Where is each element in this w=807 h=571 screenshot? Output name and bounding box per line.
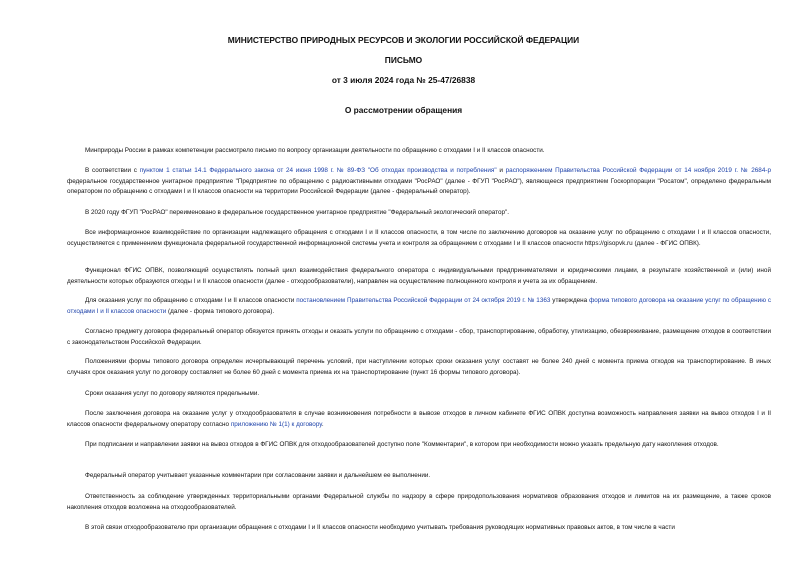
paragraph-10 — [67, 409, 771, 430]
contract-form-link[interactable]: форма типового договора на оказание услуг по обращению с отходами I и II классов опасности — [67, 297, 772, 315]
paragraph-11: При подписании и направлении заявки на вывоз отходов в ФГИС ОПВК для отходообразователей доступно поле "Комментарии", в котором при необходимости можно указать предельную дату накопления отходов. — [85, 441, 719, 448]
paragraph-9: Сроки оказания услуг по договору являются предельными. — [85, 390, 260, 397]
document-date-number: от 3 июля 2024 года № 25-47/26838 — [331, 75, 476, 85]
paragraph-14: В этой связи отходообразователю при организации обращения с отходами I и II классов опасности необходимо учитывать требования руководящих нормативных правовых актов, в том числе в части — [85, 524, 675, 531]
paragraph-6-text: (далее - форма типового договора). — [166, 307, 275, 315]
paragraph-7: Согласно предмету договора федеральный оператор обязуется принять отходы и оказать услуги по обращению с отходами - сбор, транспортирование, обработку, утилизацию, обезвреживание, размещение отходов в соответствии с законодательством Российской Федерации. — [67, 328, 771, 346]
paragraph-13: Ответственность за соблюдение утвержденных территориальными органами Федеральной службы по надзору в сфере природопользования нормативов образования отходов и лимитов на их размещение, а также сроков накопления отходов возложена на отходообразователей. — [67, 493, 771, 511]
paragraph-1: Минприроды России в рамках компетенции рассмотрело письмо по вопросу организации деятельности по обращению с отходами I и II классов опасности. — [85, 147, 545, 154]
document-type: ПИСЬМО — [384, 55, 423, 65]
paragraph-2-text: В соответствии с — [85, 167, 140, 174]
paragraph-2 — [67, 166, 771, 198]
paragraph-12: Федеральный оператор учитывает указанные комментарии при согласовании заявки и дальнейшем ее выполнении. — [85, 472, 431, 479]
paragraph-6 — [67, 296, 771, 317]
paragraph-10-text: . — [321, 420, 324, 428]
resolution-1363-link[interactable]: постановлением Правительства Российской Федерации от 24 октября 2019 г. № 1363 — [296, 297, 551, 304]
paragraph-4: Все информационное взаимодействие по организации надлежащего обращения с отходами I и II классов опасности, в том числе по заключению договоров на оказание услуг по обращению с отходами I и II классов опасности, осуществляется с применением функционала федеральной государственной информационной системы учета и контроля за обращением с отходами I и II классов опасности https://gisopvk.ru (далее - ФГИС ОПВК). — [67, 229, 771, 247]
appendix-1-1-link[interactable]: приложению № 1(1) к договору — [230, 420, 322, 428]
paragraph-6-text: Для оказания услуг по обращению с отходами I и II классов опасности — [85, 297, 297, 304]
order-2684-r-link[interactable]: распоряжением Правительства Российской Федерации от 14 ноября 2019 г. № 2684-р — [505, 167, 771, 174]
paragraph-6-text: утверждена — [550, 297, 590, 304]
document-subject: О рассмотрении обращения — [344, 105, 463, 115]
paragraph-5: Функционал ФГИС ОПВК, позволяющий осуществлять полный цикл взаимодействия федерального оператора с индивидуальными предпринимателями и юридическими лицами, в результате хозяйственной и (или) иной деятельности которых образуются отходы I и II классов опасности (далее - отходообразователи), направлен на осуществление полноценного контроля и учета за их обращением. — [67, 267, 771, 285]
paragraph-8: Положениями формы типового договора определен исчерпывающий перечень условий, при наступлении которых сроки оказания услуг составят не более 240 дней с момента приема отходов на транспортирование. В иных случаях срок оказания услуг по договору составляет не более 60 дней с момента приема их на транспортирование (пункт 16 формы типового договора). — [67, 358, 771, 376]
paragraph-2-text: и — [496, 167, 506, 174]
paragraph-3: В 2020 году ФГУП "РосРАО" переименовано в федеральное государственное унитарное предприятие "Федеральный экологический оператор". — [85, 209, 510, 216]
law-89-fz-link[interactable]: пунктом 1 статьи 14.1 Федерального закона от 24 июня 1998 г. № 89-ФЗ "Об отходах производства и потребления" — [139, 167, 497, 174]
paragraph-2-text: федеральное государственное унитарное предприятие "Предприятие по обращению с радиоактивными отходами "РосРАО" (далее - ФГУП "РосРАО"), являющееся предприятием Госкорпорации "Росатом", определено федеральным оператором по обращению с отходами I и II классов опасности на территории Российской Федерации (далее - федеральный оператор). — [67, 177, 771, 196]
paragraph-10-text: После заключения договора на оказание услуг у отходообразователя в случае возникновения потребности в вывозе отходов в личном кабинете ФГИС ОПВК доступна возможность направления заявки на вывоз отходов I и II классов опасности федеральному оператору согласно — [67, 410, 771, 428]
ministry-heading: МИНИСТЕРСТВО ПРИРОДНЫХ РЕСУРСОВ И ЭКОЛОГИИ РОССИЙСКОЙ ФЕДЕРАЦИИ — [227, 35, 580, 45]
